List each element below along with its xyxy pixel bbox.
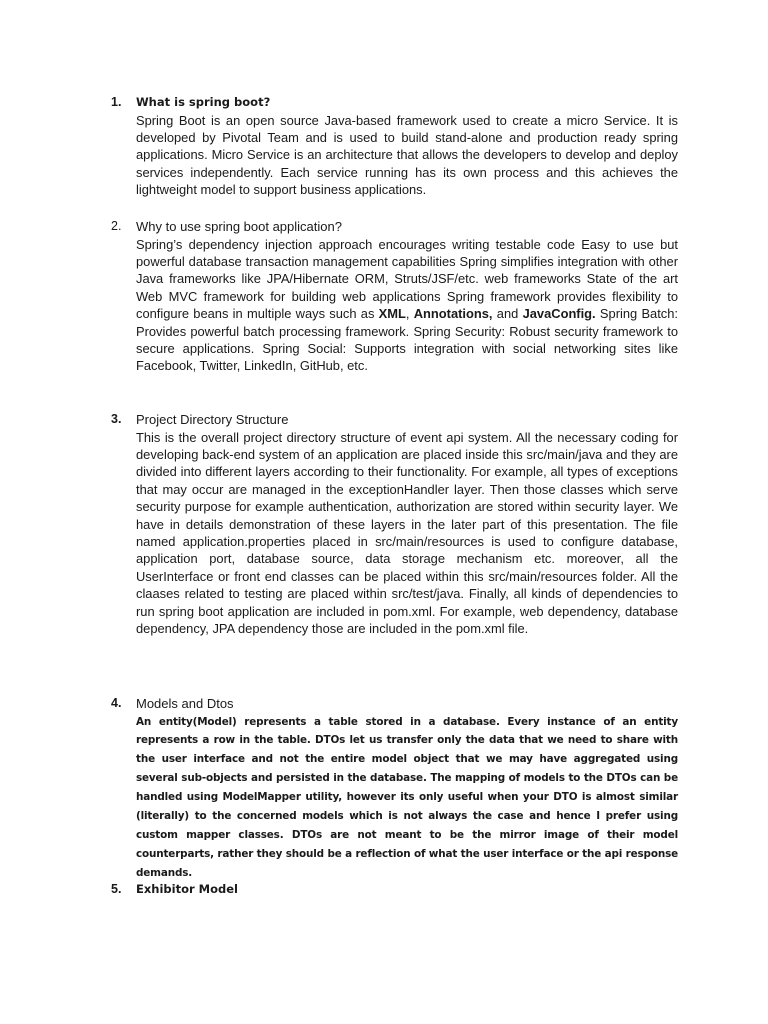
section-1-number: 1. — [111, 95, 122, 109]
section-3-number: 3. — [111, 412, 122, 426]
section-2-number: 2. — [111, 219, 122, 233]
section-1-heading: What is spring boot? — [136, 95, 271, 109]
section-4-number: 4. — [111, 696, 122, 710]
section-4-heading: Models and Dtos — [136, 696, 234, 711]
section-5 — [111, 881, 678, 899]
section-2-bold-annotations: Annotations, — [413, 306, 493, 322]
section-2-bold-javaconfig: JavaConfig. — [522, 306, 596, 322]
section-2-sep-2: and — [492, 306, 523, 322]
section-2-heading: Why to use spring boot application? — [136, 219, 342, 234]
section-1 — [111, 94, 678, 199]
section-1-body: Spring Boot is an open source Java-based framework used to create a micro Service. It is developed by Pivotal Team and is used to build stand-alone and production ready spring applications. Micro Service is an architecture that allows the developers to develop and deploy services independently. Each service running has its own process and this achieves the lightweight model to support business applications. — [136, 112, 678, 198]
section-4-body: An entity(Model) represents a table stored in a database. Every instance of an entity represents a row in the table. DTOs let us transfer only the data that we need to share with the user interface and not the entire model object that we may have aggregated using several sub-objects and persisted in the database. The mapping of models to the DTOs can be handled using ModelMapper utility, however its only useful when your DTO is almost similar (literally) to the concerned models which is not always the case and hence I prefer using custom mapper classes. DTOs are not meant to be the mirror image of their model counterparts, rather they should be a reflection of what the user interface or the api response demands. — [136, 715, 678, 879]
section-2-body — [136, 236, 678, 375]
section-3 — [111, 411, 678, 637]
section-5-number: 5. — [111, 882, 122, 896]
section-2-body-text-2: Spring Batch: Provides powerful batch processing framework. Spring Security: Robust security framework to secure applications. Spring Social: Supports integration with social networking sites like Facebook, Twitter, LinkedIn, GitHub, etc. — [136, 306, 678, 374]
section-3-heading: Project Directory Structure — [136, 412, 289, 427]
section-4 — [111, 695, 678, 883]
section-2-sep-1: , — [405, 306, 414, 322]
section-2-bold-xml: XML — [378, 306, 406, 322]
section-2 — [111, 218, 678, 375]
section-2-body-text-1: Spring’s dependency injection approach encourages writing testable code Easy to use but powerful database transaction management capabilities Spring simplifies integration with other Java frameworks like JPA/Hibernate ORM, Struts/JSF/etc. web frameworks State of the art Web MVC framework for building web applications Spring framework provides flexibility to configure beans in multiple ways such as — [136, 236, 678, 322]
section-5-heading: Exhibitor Model — [136, 882, 238, 896]
section-3-body: This is the overall project directory structure of event api system. All the necessary coding for developing back-end system of an application are placed inside this src/main/java and they are divided into different layers according to their functionality. For example, all types of exceptions that may occur are managed in the exceptionHandler layer. Then those classes which serve security purpose for example authentication, authorization are stored within security layer. We have in details demonstration of these layers in the later part of this presentation. The file named application.properties placed in src/main/resources is used to configure database, application port, database source, data storage mechanism etc. moreover, all the UserInterface or front end classes can be placed within this src/main/resources folder. All the claases related to testing are placed within src/test/java. Finally, all kinds of dependencies to run spring boot application are included in pom.xml. For example, web dependency, database dependency, JPA dependency those are included in the pom.xml file. — [136, 429, 678, 636]
